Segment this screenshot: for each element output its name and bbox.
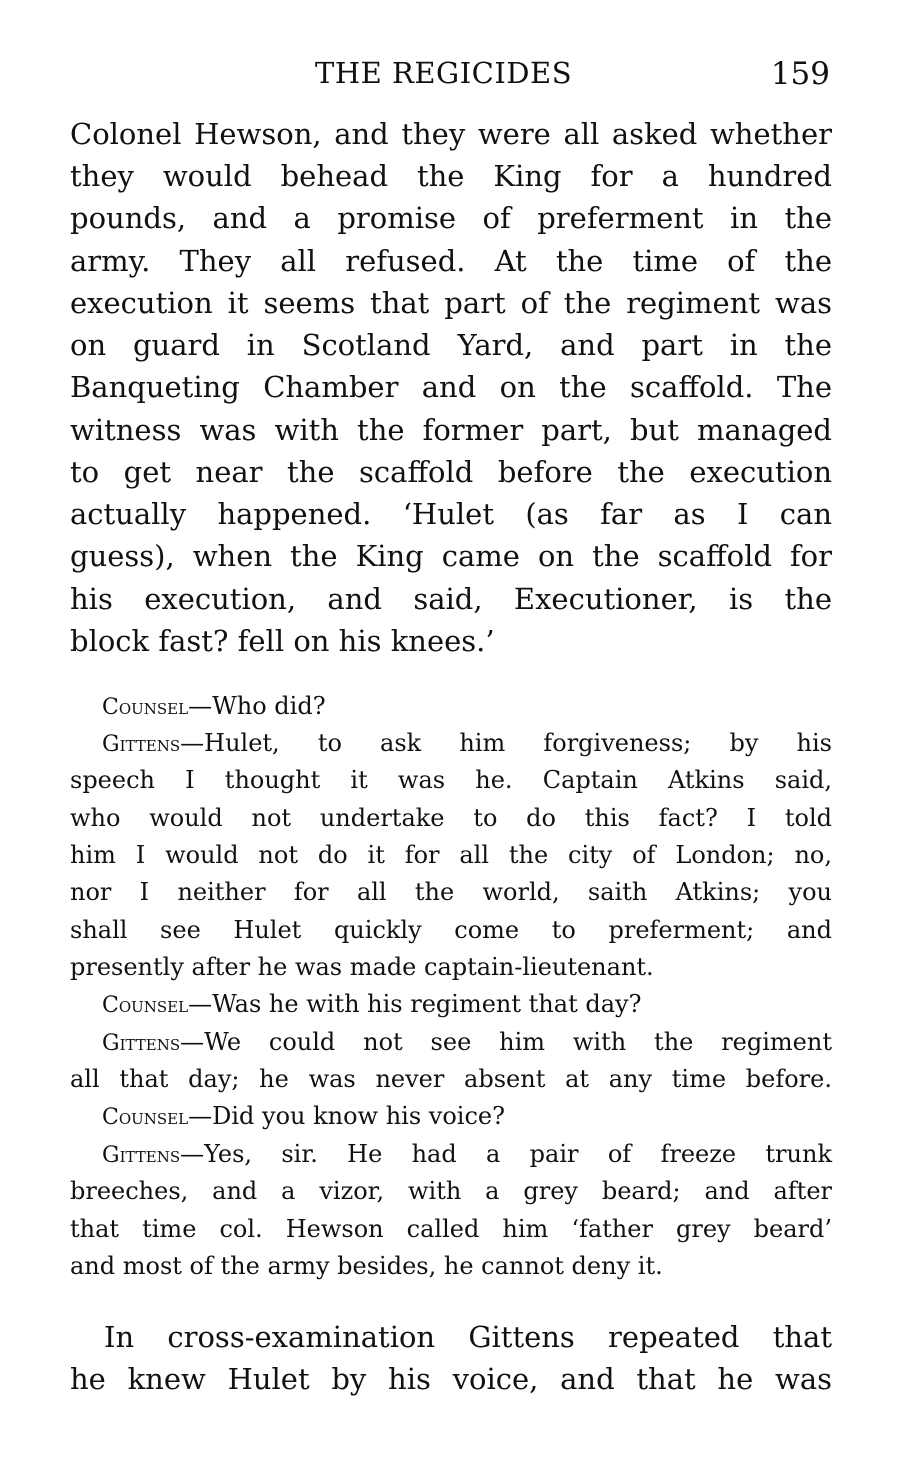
text-line: all that day; he was never absent at any time before. [70, 1065, 832, 1093]
text-line: nor I neither for all the world, saith Atkins; you [70, 878, 832, 906]
dialogue-text: —Was he with his regiment that day? [188, 990, 642, 1018]
dialogue-text: —Yes, sir. He had a pair of freeze trunk [180, 1140, 832, 1168]
text-line: to get near the scaffold before the execution [70, 455, 832, 489]
dialogue-question [102, 986, 832, 1023]
dialogue-question [102, 688, 832, 725]
text-line: pounds, and a promise of preferment in the [70, 201, 832, 235]
text-line: shall see Hulet quickly come to preferment; and [70, 916, 832, 944]
speaker-label: Gittens [102, 1031, 181, 1056]
dialogue-text: —Who did? [188, 692, 326, 720]
speaker-label: Gittens [102, 732, 181, 757]
dialogue-question [102, 1098, 832, 1135]
text-line: block fast? fell on his knees.’ [70, 624, 495, 658]
dialogue-answer [102, 1024, 832, 1061]
text-line: his execution, and said, Executioner, is the [70, 582, 832, 616]
running-title: THE REGICIDES [315, 56, 573, 90]
dialogue-answer [102, 1136, 832, 1173]
text-line: they would behead the King for a hundred [70, 159, 832, 193]
text-line: on guard in Scotland Yard, and part in the [70, 328, 832, 362]
dialogue-answer [102, 725, 832, 762]
speaker-label: Gittens [102, 1143, 181, 1168]
running-head [0, 56, 900, 96]
text-line: witness was with the former part, but managed [70, 413, 832, 447]
text-line: presently after he was made captain-lieutenant. [70, 953, 654, 981]
speaker-label: Counsel [102, 1105, 189, 1130]
dialogue-text: —Did you know his voice? [188, 1102, 505, 1130]
text-line: and most of the army besides, he cannot deny it. [70, 1252, 663, 1280]
text-line: army. They all refused. At the time of the [70, 244, 832, 278]
text-line: In cross-examination Gittens repeated that [104, 1320, 832, 1354]
dialogue-text: —We could not see him with the regiment [180, 1028, 832, 1056]
text-line: him I would not do it for all the city of London; no, [70, 841, 832, 869]
speaker-label: Counsel [102, 993, 189, 1018]
text-line: Banqueting Chamber and on the scaffold. The [70, 370, 832, 404]
text-line: actually happened. ‘Hulet (as far as I can [70, 497, 832, 531]
text-line: execution it seems that part of the regiment was [70, 286, 832, 320]
text-line: guess), when the King came on the scaffold for [70, 539, 832, 573]
page-number: 159 [770, 56, 830, 92]
text-line: that time col. Hewson called him ‘father grey beard’ [70, 1215, 832, 1243]
text-line: he knew Hulet by his voice, and that he was [70, 1362, 832, 1396]
text-line: breeches, and a vizor, with a grey beard; and after [70, 1177, 832, 1205]
dialogue-text: —Hulet, to ask him forgiveness; by his [180, 729, 832, 757]
speaker-label: Counsel [102, 695, 189, 720]
text-line: Colonel Hewson, and they were all asked whether [70, 117, 832, 151]
text-line: speech I thought it was he. Captain Atkins said, [70, 766, 832, 794]
text-line: who would not undertake to do this fact? I told [70, 804, 832, 832]
